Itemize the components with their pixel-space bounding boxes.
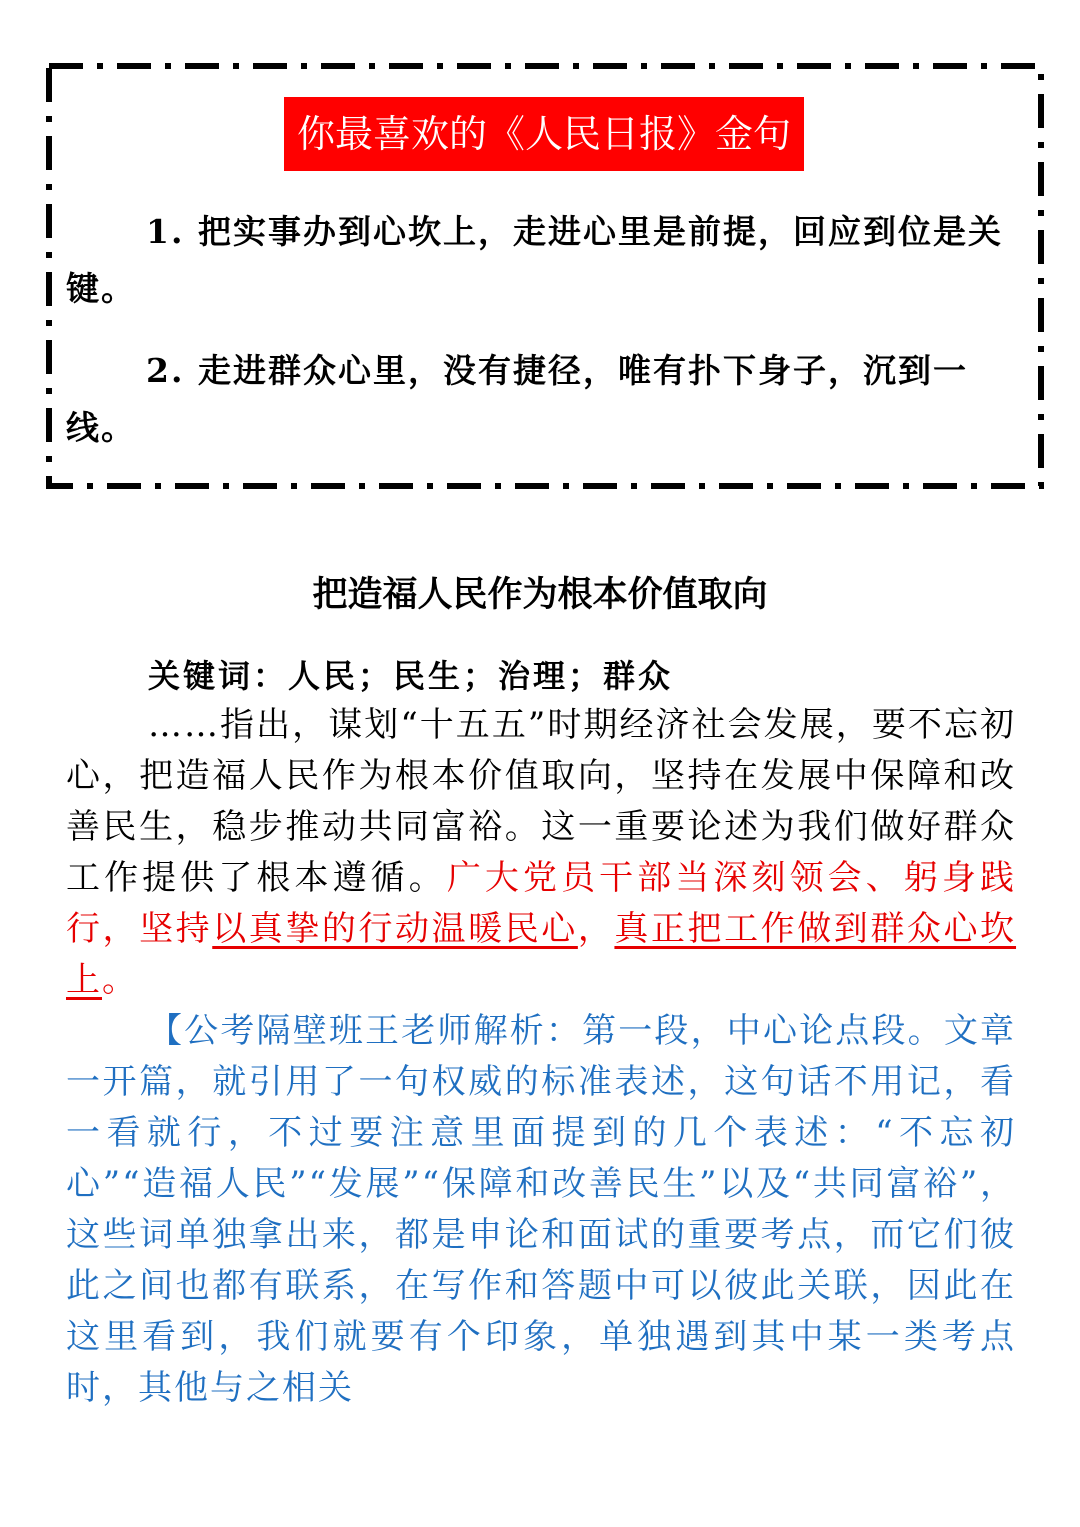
underlined-emphasis-text: 真正把工作做到群众心坎上 <box>66 909 1017 1000</box>
article-paragraph <box>66 700 1016 1006</box>
quote-item: 2. 走进群众心里，没有捷径，唯有扑下身子，沉到一线。 <box>66 351 968 447</box>
analysis-paragraph: 【公考隔壁班王老师解析：第一段，中心论点段。文章一开篇，就引用了一句权威的标准表述，这句话不用记，看一看就行，不过要注意里面提到的几个表述：“不忘初心”“造福人民”“发展”“保障和改善民生”以及“共同富裕”，这些词单独拿出来，都是申论和面试的重要考点，而它们彼此之间也都有联系，在写作和答题中可以彼此关联，因此在这里看到，我们就要有个印象，单独遇到其中某一类考点时，其他与之相关 <box>66 1011 1016 1408</box>
emphasis-text: 。 <box>102 960 138 1000</box>
article-title: 把造福人民作为根本价值取向 <box>312 575 768 615</box>
quote-banner: 你最喜欢的《人民日报》金句 <box>284 97 804 171</box>
paragraph-text: ……指出，谋划“十五五”时期经济社会发展，要不忘初心，把造福人民作为根本价值取向，坚持在发展中保障和改善民生，稳步推动共同富裕。这一重要论述为我们做好群众工作提供了根本遵循。 <box>66 705 1016 898</box>
emphasis-text: 广大党员干部当深刻领会、躬身践行，坚持 <box>66 858 1017 949</box>
keywords-line: 关键词：人民；民生；治理；群众 <box>148 657 674 695</box>
quote-item: 1. 把实事办到心坎上，走进心里是前提，回应到位是关键。 <box>66 212 1003 308</box>
emphasis-text: ， <box>577 909 615 949</box>
underlined-emphasis-text: 以真挚的行动温暖民心 <box>212 909 578 949</box>
